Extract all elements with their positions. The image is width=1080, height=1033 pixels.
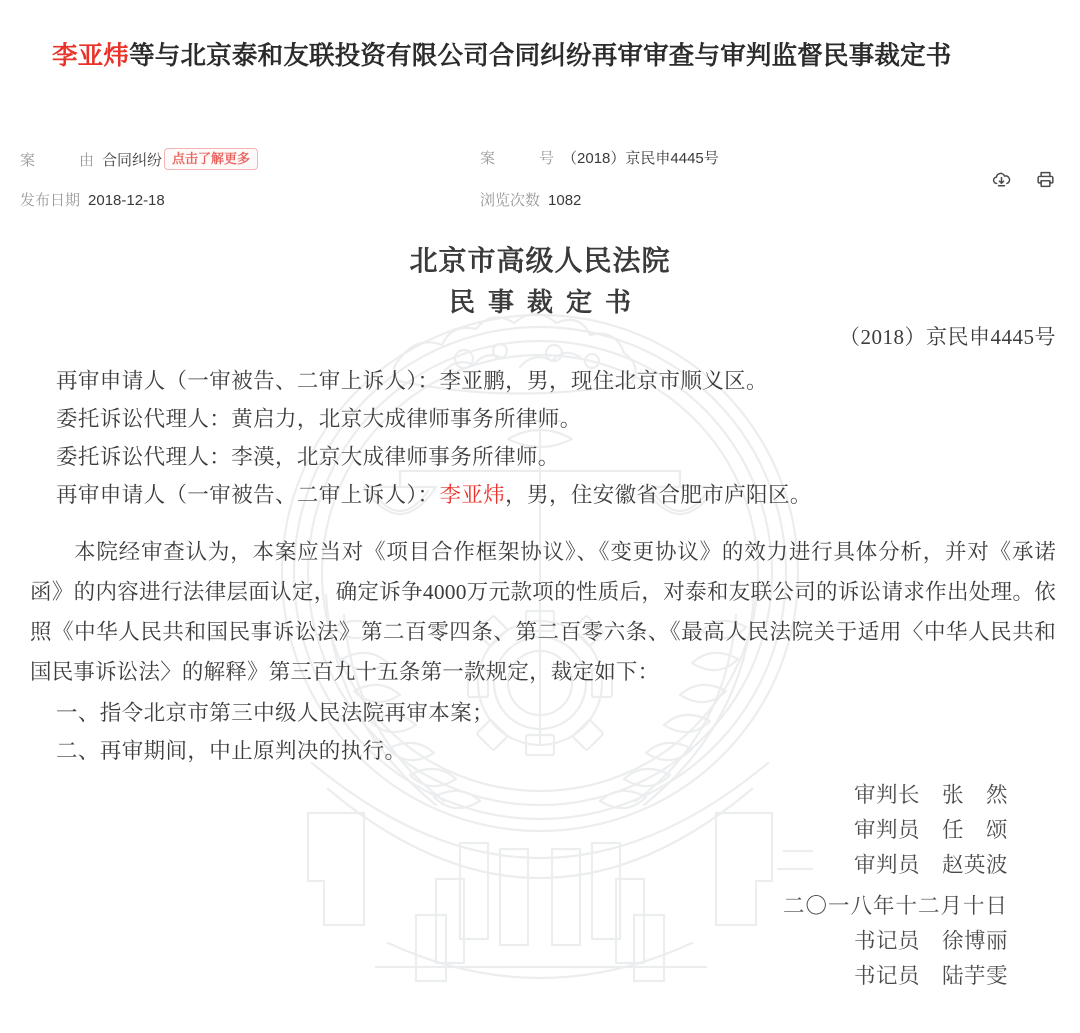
party-prefix: 再审申请人（一审被告、二审上诉人）： [56, 483, 440, 507]
party-list [0, 362, 1080, 514]
page-title [52, 36, 1042, 72]
meta-caseno-label-2: 号 [539, 150, 555, 167]
clerk-role: 书记员 [853, 929, 920, 953]
signature-line [0, 778, 1080, 813]
meta-publish-date [20, 190, 165, 212]
document-body [0, 320, 1080, 770]
clerk-line [0, 924, 1080, 959]
signature-role: 审判员 [853, 818, 920, 842]
court-heading [0, 242, 1080, 322]
meta-views-label: 浏览次数 [480, 192, 541, 209]
meta-date-value: 2018-12-18 [88, 192, 165, 209]
signature-name: 赵英波 [941, 853, 1008, 877]
document-type: 民事裁定书 [448, 287, 644, 317]
learn-more-badge[interactable]: 点击了解更多 [164, 148, 258, 170]
party-line: 再审申请人（一审被告、二审上诉人）：李亚鹏，男，现住北京市顺义区。 [56, 369, 768, 393]
ruling-item: 一、指令北京市第三中级人民法院再审本案； [56, 701, 495, 725]
clerk-name: 徐博丽 [941, 929, 1008, 953]
signature-line [0, 813, 1080, 848]
party-line-highlighted [56, 476, 1050, 514]
meta-cause-label-2: 由 [79, 152, 95, 169]
party-line: 委托诉讼代理人：黄启力，北京大成律师事务所律师。 [56, 407, 582, 431]
signature-line [0, 848, 1080, 883]
court-name: 北京市高级人民法院 [409, 245, 671, 276]
clerk-role: 书记员 [853, 964, 920, 988]
page-title-highlight: 李亚炜 [52, 42, 130, 70]
signature-block [0, 778, 1080, 994]
meta-views-value: 1082 [548, 192, 582, 209]
meta-cause-value: 合同纠纷 [102, 152, 163, 169]
party-line: 委托诉讼代理人：李漠，北京大成律师事务所律师。 [56, 445, 560, 469]
body-case-number: （2018）京民申4445号 [839, 325, 1056, 349]
clerk-line [0, 959, 1080, 994]
action-toolbar [990, 168, 1056, 190]
ruling-paragraph: 本院经审查认为，本案应当对《项目合作框架协议》、《变更协议》的效力进行具体分析，并对《承诺函》的内容进行法律层面认定，确定诉争4000万元款项的性质后，对泰和友联公司的诉讼请求作出处理。依照《中华人民共和国民事诉讼法》第二百零四条、第二百零六条、《最高人民法院关于适用〈中华人民共和国民事诉讼法〉的解释》第三百九十五条第一款规定，裁定如下： [30, 540, 1056, 684]
document-metadata [0, 140, 1080, 220]
signature-name: 任 颂 [941, 818, 1008, 842]
meta-date-label: 发布日期 [20, 192, 81, 209]
signature-role: 审判员 [853, 853, 920, 877]
meta-view-count [480, 190, 581, 212]
clerk-name: 陆芋雯 [941, 964, 1008, 988]
party-name-highlight: 李亚炜 [439, 483, 506, 507]
signature-name: 张 然 [941, 783, 1008, 807]
printer-icon[interactable] [1034, 168, 1056, 190]
meta-cause [20, 148, 258, 172]
signature-date: 二〇一八年十二月十日 [782, 894, 1008, 918]
signature-role: 审判长 [853, 783, 920, 807]
meta-case-number [480, 148, 719, 170]
ruling-item-list [0, 694, 1080, 770]
page-title-rest: 等与北京泰和友联投资有限公司合同纠纷再审审查与审判监督民事裁定书 [129, 42, 952, 70]
meta-caseno-value: （2018）京民申4445号 [562, 150, 719, 167]
cloud-download-icon[interactable] [990, 168, 1012, 190]
meta-caseno-label: 案 [480, 150, 496, 167]
ruling-item: 二、再审期间，中止原判决的执行。 [56, 739, 407, 763]
party-suffix: ，男，住安徽省合肥市庐阳区。 [505, 483, 812, 507]
meta-cause-label: 案 [20, 152, 36, 169]
